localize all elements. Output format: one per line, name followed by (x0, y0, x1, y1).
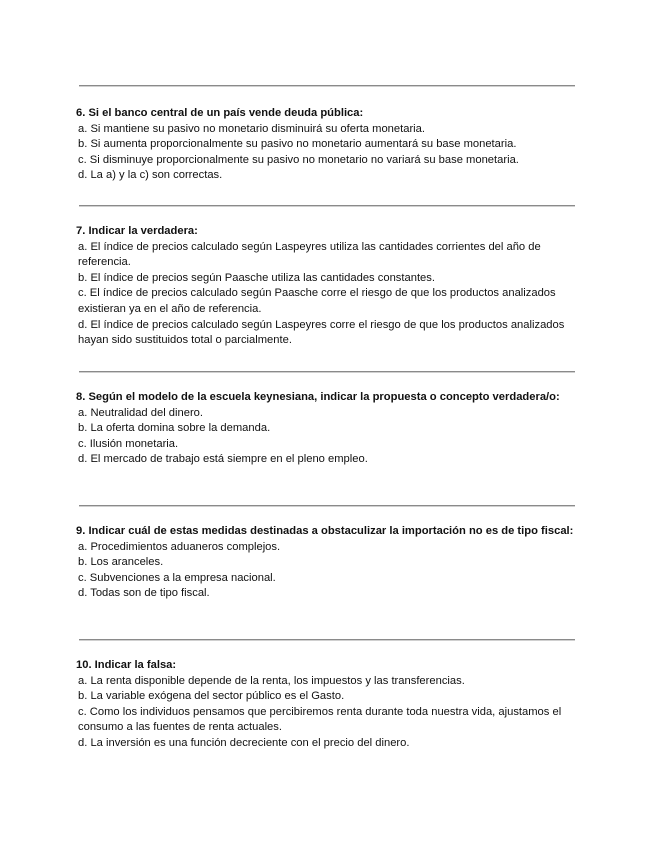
option-d: d. El índice de precios calculado según Laspeyres corre el riesgo de que los productos analizados hayan sido sustituidos total o parcialmente. (78, 318, 565, 347)
option-a: a. Si mantiene su pasivo no monetario disminuirá su oferta monetaria. (78, 122, 425, 135)
option-a: a. Procedimientos aduaneros complejos. (78, 540, 281, 553)
option-b: b. Los aranceles. (78, 556, 164, 569)
option-d: d. Todas son de tipo fiscal. (78, 587, 210, 600)
question-title: 6. Si el banco central de un país vende deuda pública: (76, 107, 364, 119)
option-c: c. Ilusión monetaria. (78, 437, 179, 450)
question-title: 7. Indicar la verdadera: (76, 225, 198, 237)
section-divider (79, 505, 575, 507)
question-title: 9. Indicar cuál de estas medidas destinadas a obstaculizar la importación no es de tipo fiscal: (76, 525, 574, 537)
section-divider (79, 371, 575, 373)
option-c: c. Subvenciones a la empresa nacional. (78, 571, 276, 584)
question-6 (76, 106, 582, 184)
question-7 (76, 224, 582, 349)
section-divider (79, 639, 575, 641)
option-c: c. Como los individuos pensamos que percibiremos renta durante toda nuestra vida, ajustamos el consumo a las fuentes de renta actuales. (78, 705, 562, 734)
question-10 (76, 658, 582, 752)
option-d: d. La a) y la c) son correctas. (78, 169, 223, 182)
section-divider (79, 85, 575, 87)
option-a: a. Neutralidad del dinero. (78, 406, 204, 419)
option-d: d. La inversión es una función decreciente con el precio del dinero. (78, 736, 410, 749)
option-d: d. El mercado de trabajo está siempre en el pleno empleo. (78, 453, 368, 466)
question-title: 10. Indicar la falsa: (76, 659, 177, 671)
option-b: b. Si aumenta proporcionalmente su pasivo no monetario aumentará su base monetaria. (78, 138, 517, 151)
question-9 (76, 524, 582, 602)
question-title: 8. Según el modelo de la escuela keynesiana, indicar la propuesta o concepto verdadera/o: (76, 391, 560, 403)
option-a: a. La renta disponible depende de la renta, los impuestos y las transferencias. (78, 674, 465, 687)
option-b: b. La oferta domina sobre la demanda. (78, 422, 271, 435)
option-c: c. El índice de precios calculado según Paasche corre el riesgo de que los productos analizados existieran ya en el año de referencia. (78, 287, 556, 315)
question-8 (76, 390, 582, 468)
option-b: b. La variable exógena del sector público es el Gasto. (78, 690, 345, 703)
option-a: a. El índice de precios calculado según Laspeyres utiliza las cantidades corrientes del año de referencia. (78, 240, 541, 269)
option-c: c. Si disminuye proporcionalmente su pasivo no monetario no variará su base monetaria. (78, 153, 519, 166)
section-divider (79, 205, 575, 207)
option-b: b. El índice de precios según Paasche utiliza las cantidades constantes. (78, 271, 435, 284)
